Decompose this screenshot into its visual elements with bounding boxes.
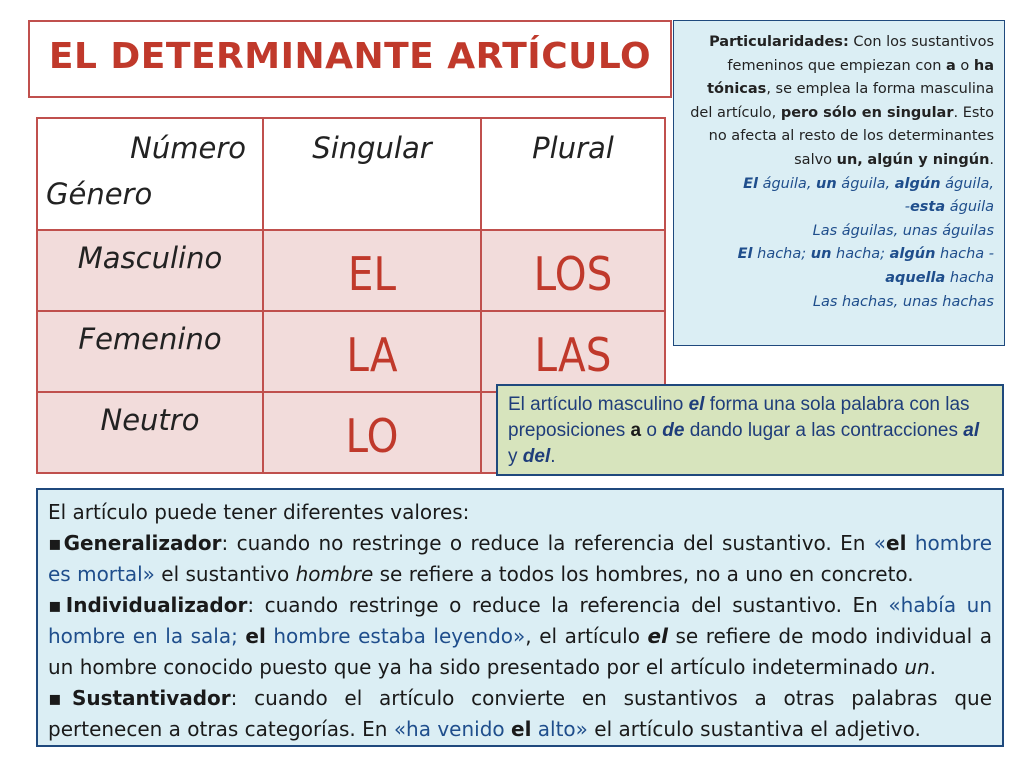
contraction-text: forma una sola palabra con las preposiciones xyxy=(508,394,970,441)
value-bold-italic: el xyxy=(647,624,668,648)
example-text: águila, xyxy=(757,175,817,192)
value-italic: hombre xyxy=(295,562,374,586)
value-text: el sustantivo xyxy=(154,562,296,586)
value-sustantivador xyxy=(48,683,992,745)
example-bold: esta xyxy=(909,199,946,216)
value-bold: el xyxy=(886,531,907,555)
header-corner-cell xyxy=(37,118,263,230)
article-form: LOS xyxy=(533,247,613,301)
example-bold: algún xyxy=(894,175,941,192)
gender-label: Neutro xyxy=(100,403,200,437)
singular-cell xyxy=(263,230,481,311)
value-text: : cuando no restringe o reduce la referencia del sustantivo. En xyxy=(221,531,874,555)
article-form: LA xyxy=(346,328,398,382)
contraction-term: de xyxy=(662,420,685,441)
particularities-note xyxy=(673,20,1005,346)
value-bold: el xyxy=(245,624,266,648)
value-text: : cuando restringe o reduce la referencia del sustantivo. En xyxy=(247,593,889,617)
quote-text: hombre es mortal» xyxy=(48,531,992,586)
example-text: - xyxy=(904,199,910,216)
contraction-term: el xyxy=(688,394,705,415)
value-label: Sustantivador xyxy=(71,686,231,710)
quote-text: « xyxy=(873,531,887,555)
plural-cell xyxy=(481,311,665,392)
example-bold: El xyxy=(737,246,753,263)
contraction-term: a xyxy=(630,420,642,441)
header-plural-cell xyxy=(481,118,665,230)
note-bold: ha tónicas xyxy=(707,57,994,98)
value-individualizador xyxy=(48,590,992,683)
header-plural: Plural xyxy=(532,131,614,165)
gender-cell xyxy=(37,230,263,311)
contraction-term: al xyxy=(963,420,980,441)
example-text: hacha; xyxy=(831,246,890,263)
gender-label: Masculino xyxy=(77,241,223,275)
header-singular: Singular xyxy=(312,131,432,165)
values-intro: El artículo puede tener diferentes valores: xyxy=(48,500,470,524)
value-bold: el xyxy=(511,717,532,741)
quote-text: «ha venido xyxy=(393,717,511,741)
example-bold: El xyxy=(743,175,758,192)
contraction-text: . xyxy=(550,446,556,467)
gender-cell xyxy=(37,392,263,473)
article-form: LO xyxy=(345,409,399,463)
value-text: el artículo sustantiva el adjetivo. xyxy=(587,717,921,741)
contraction-text: y xyxy=(508,446,523,467)
header-singular-cell xyxy=(263,118,481,230)
note-text: o xyxy=(955,57,974,74)
note-text: , se emplea la forma masculina del artículo, xyxy=(690,81,994,121)
table-header-row xyxy=(37,118,665,230)
value-label: Individualizador xyxy=(65,593,248,617)
value-text: se refiere de modo individual a un hombre conocido puesto que ya ha sido presentado por el artículo indeterminado xyxy=(48,624,992,679)
table-row xyxy=(37,230,665,311)
value-text: , el artículo xyxy=(525,624,648,648)
example-line: Las hachas, unas hachas xyxy=(812,293,994,310)
article-form: LAS xyxy=(534,328,612,382)
bullet-icon: ▪ xyxy=(48,531,64,555)
value-label: Generalizador xyxy=(63,531,222,555)
value-text: se refiere a todos los hombres, no a uno en concreto. xyxy=(373,562,914,586)
article-form: EL xyxy=(347,247,397,301)
bullet-icon: ▪ xyxy=(48,686,72,710)
header-numero: Número xyxy=(130,131,246,165)
note-text: . Esto no afecta al resto de los determinantes salvo xyxy=(708,104,994,168)
example-text: águila, xyxy=(940,175,994,192)
article-values-box xyxy=(36,488,1004,747)
example-text: hacha - xyxy=(935,246,994,263)
example-text: águila, xyxy=(836,175,895,192)
singular-cell xyxy=(263,311,481,392)
example-line xyxy=(738,246,994,286)
example-line: Las águilas, unas águilas xyxy=(812,222,994,239)
contraction-text: o xyxy=(641,420,663,441)
value-italic: un xyxy=(904,655,930,679)
plural-cell xyxy=(481,230,665,311)
example-bold: un xyxy=(816,175,837,192)
note-bold: un, xyxy=(836,151,863,168)
note-heading: Particularidades: xyxy=(709,34,849,50)
example-bold: un xyxy=(810,246,832,263)
example-text: hacha xyxy=(945,269,994,286)
header-genero: Género xyxy=(46,177,153,211)
quote-text: alto» xyxy=(531,717,588,741)
quote-text: «había un hombre en la sala; xyxy=(48,593,993,648)
table-row xyxy=(37,311,665,392)
contraction-text: El artículo masculino xyxy=(508,394,689,415)
singular-cell xyxy=(263,392,481,473)
note-bold: a xyxy=(946,57,956,74)
note-bold: algún y ningún xyxy=(867,151,990,168)
example-text: águila xyxy=(945,199,994,216)
example-bold: algún xyxy=(889,246,936,263)
note-text: . xyxy=(989,151,994,168)
page-title: EL DETERMINANTE ARTÍCULO xyxy=(48,36,652,77)
title-box xyxy=(28,20,672,98)
contraction-text: dando lugar a las contracciones xyxy=(684,420,964,441)
example-line xyxy=(743,176,994,216)
contraction-term: del xyxy=(522,446,551,467)
value-text: : cuando el artículo convierte en sustantivos a otras palabras que pertenecen a otras categorías. En xyxy=(48,686,993,741)
note-text: Con los sustantivos femeninos que empiezan con xyxy=(727,34,994,74)
contraction-note xyxy=(496,384,1004,476)
value-text: . xyxy=(929,655,937,679)
gender-label: Femenino xyxy=(78,322,222,356)
quote-text: hombre estaba leyendo» xyxy=(265,624,526,648)
note-bold: pero sólo en singular xyxy=(780,104,954,121)
example-text: hacha; xyxy=(752,246,811,263)
bullet-icon: ▪ xyxy=(48,593,66,617)
gender-cell xyxy=(37,311,263,392)
example-bold: aquella xyxy=(885,269,946,286)
value-generalizador xyxy=(48,528,992,590)
